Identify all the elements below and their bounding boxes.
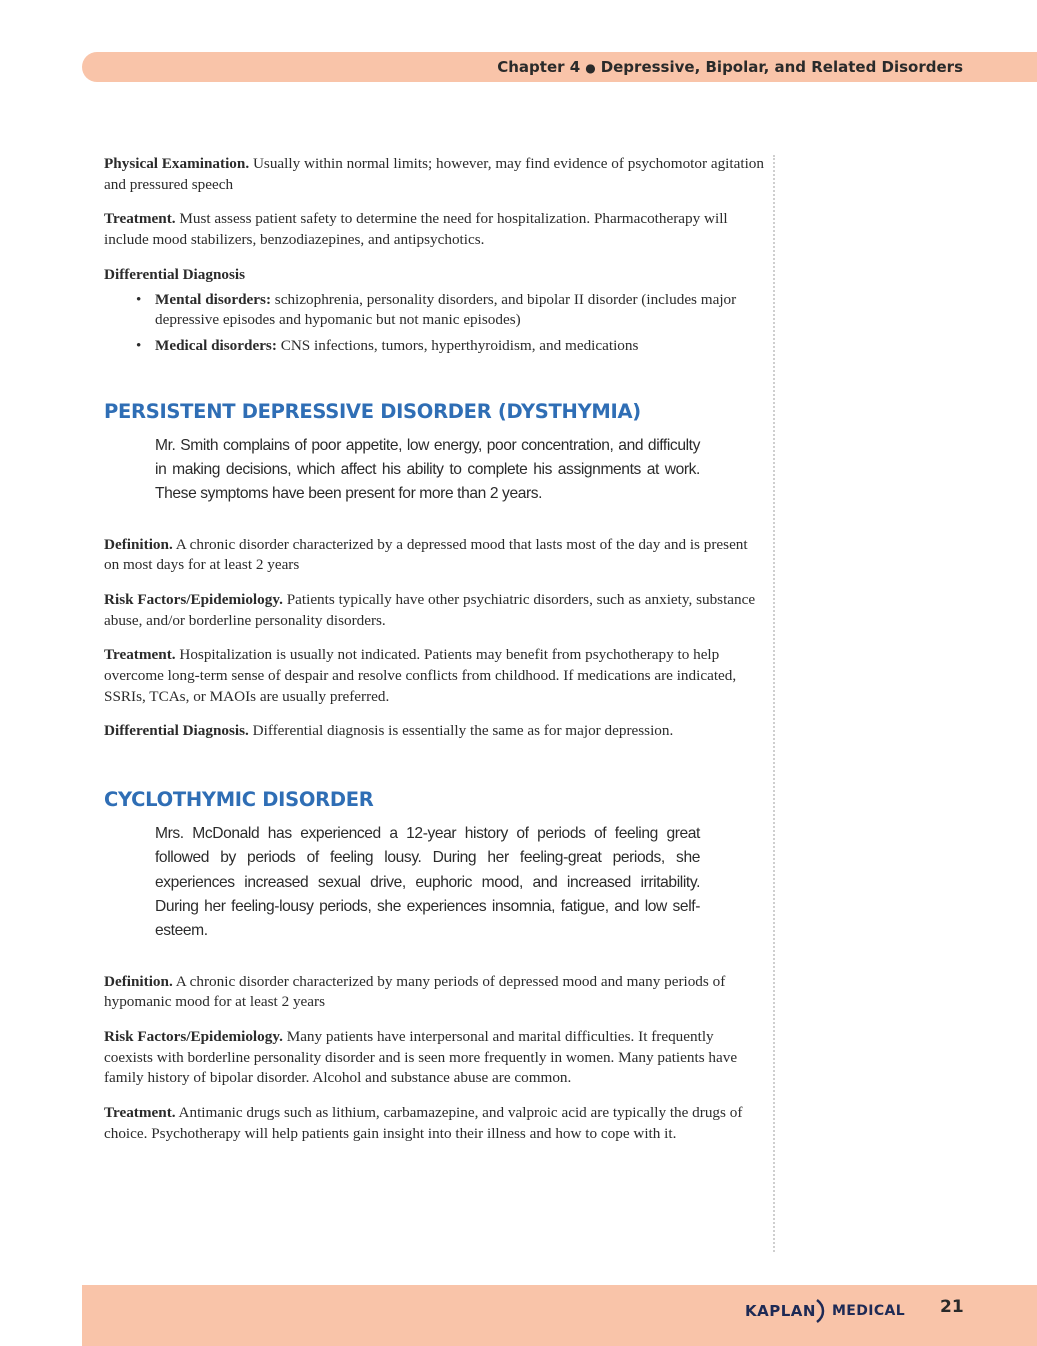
treatment-text: Must assess patient safety to determine the need for hospitalization. Pharmacotherapy will include mood stabilizers, benzodiazepines, and antipsychotics. [104,210,728,249]
differential-heading: Differential Diagnosis [104,265,246,283]
list-item-lead: Medical disorders: [155,336,277,354]
pdd-differential-paragraph [104,721,764,742]
definition-text: A chronic disorder characterized by a depressed mood that lasts most of the day and is present on most days for at least 2 years [104,535,748,574]
differential-text: Differential diagnosis is essentially the same as for major depression. [248,722,674,740]
chapter-title: Depressive, Bipolar, and Related Disorders [600,58,963,76]
list-item [104,290,764,331]
kaplan-wordmark: KAPLAN [745,1302,816,1320]
treatment-lead: Treatment. [104,646,176,664]
bullet-icon: • [136,336,142,354]
logo-swoosh-icon [816,1298,826,1324]
treatment-lead: Treatment. [104,1104,176,1122]
treatment-lead: Treatment. [104,210,176,228]
risk-text: Patients typically have other psychiatric disorders, such as anxiety, substance abuse, and/or borderline personality disorders. [104,590,756,629]
physical-exam-text: Usually within normal limits; however, may find evidence of psychomotor agitation and pressured speech [104,155,764,193]
running-header [497,58,963,76]
definition-lead: Definition. [104,535,173,553]
physical-exam-paragraph [104,154,764,195]
pdd-risk-paragraph [104,590,764,631]
bullet-icon: • [136,290,142,308]
bullet-separator: ● [585,61,596,75]
treatment-text: Hospitalization is usually not indicated. Patients may benefit from psychotherapy to help overcome long-term sense of despair and resolve conflicts from childhood. If medications are indicated, SSRIs, TCAs, or MAOIs are usually preferred. [104,646,737,705]
list-item-text: schizophrenia, personality disorders, and bipolar II disorder (includes major depressive episodes and hypomanic but not manic episodes) [155,290,737,329]
section-heading-cyclothymic: CYCLOTHYMIC DISORDER [104,788,374,812]
case-vignette-pdd: Mr. Smith complains of poor appetite, low energy, poor concentration, and difficulty in making decisions, which affect his ability to complete his assignments at work. These symptoms have been present for more than 2 years. [155,436,700,503]
main-content [104,154,764,1145]
differential-lead: Differential Diagnosis. [104,722,249,740]
definition-text: A chronic disorder characterized by many periods of depressed mood and many periods of hypomanic mood for at least 2 years [104,972,726,1011]
medical-wordmark: MEDICAL [831,1303,906,1319]
margin-divider [773,155,775,1252]
kaplan-medical-logo [745,1297,905,1325]
differential-list [104,290,764,357]
chapter-label: Chapter 4 [497,58,581,76]
risk-lead: Risk Factors/Epidemiology. [104,590,283,608]
list-item-lead: Mental disorders: [155,290,271,308]
pdd-definition-paragraph [104,535,764,576]
cyclo-definition-paragraph [104,972,764,1013]
treatment-text: Antimanic drugs such as lithium, carbamazepine, and valproic acid are typically the drugs of choice. Psychotherapy will help patients gain insight into their illness and how to cope with it. [104,1104,743,1142]
header-band [82,52,1037,82]
case-vignette-cyclothymic: Mrs. McDonald has experienced a 12-year history of periods of feeling great followed by periods of feeling lousy. During her feeling-great periods, she experiences increased sexual drive, euphoric mood, and increased irritability. During her feeling-lousy periods, she experiences insomnia, fatigue, and low self-esteem. [155,825,700,940]
list-item-text: CNS infections, tumors, hyperthyroidism, and medications [276,336,639,354]
list-item [104,336,764,357]
page-number: 21 [940,1297,964,1317]
risk-lead: Risk Factors/Epidemiology. [104,1028,283,1046]
physical-exam-lead: Physical Examination. [104,155,250,172]
treatment-paragraph [104,209,764,250]
cyclo-treatment-paragraph [104,1103,764,1144]
section-heading-pdd: PERSISTENT DEPRESSIVE DISORDER (DYSTHYMIA) [104,399,641,423]
definition-lead: Definition. [104,972,173,990]
cyclo-risk-paragraph [104,1027,764,1089]
risk-text: Many patients have interpersonal and marital difficulties. It frequently coexists with borderline personality disorder and is seen more frequently in women. Many patients have family history of bipolar disorder. Alcohol and substance abuse are common. [104,1028,738,1087]
pdd-treatment-paragraph [104,645,764,707]
